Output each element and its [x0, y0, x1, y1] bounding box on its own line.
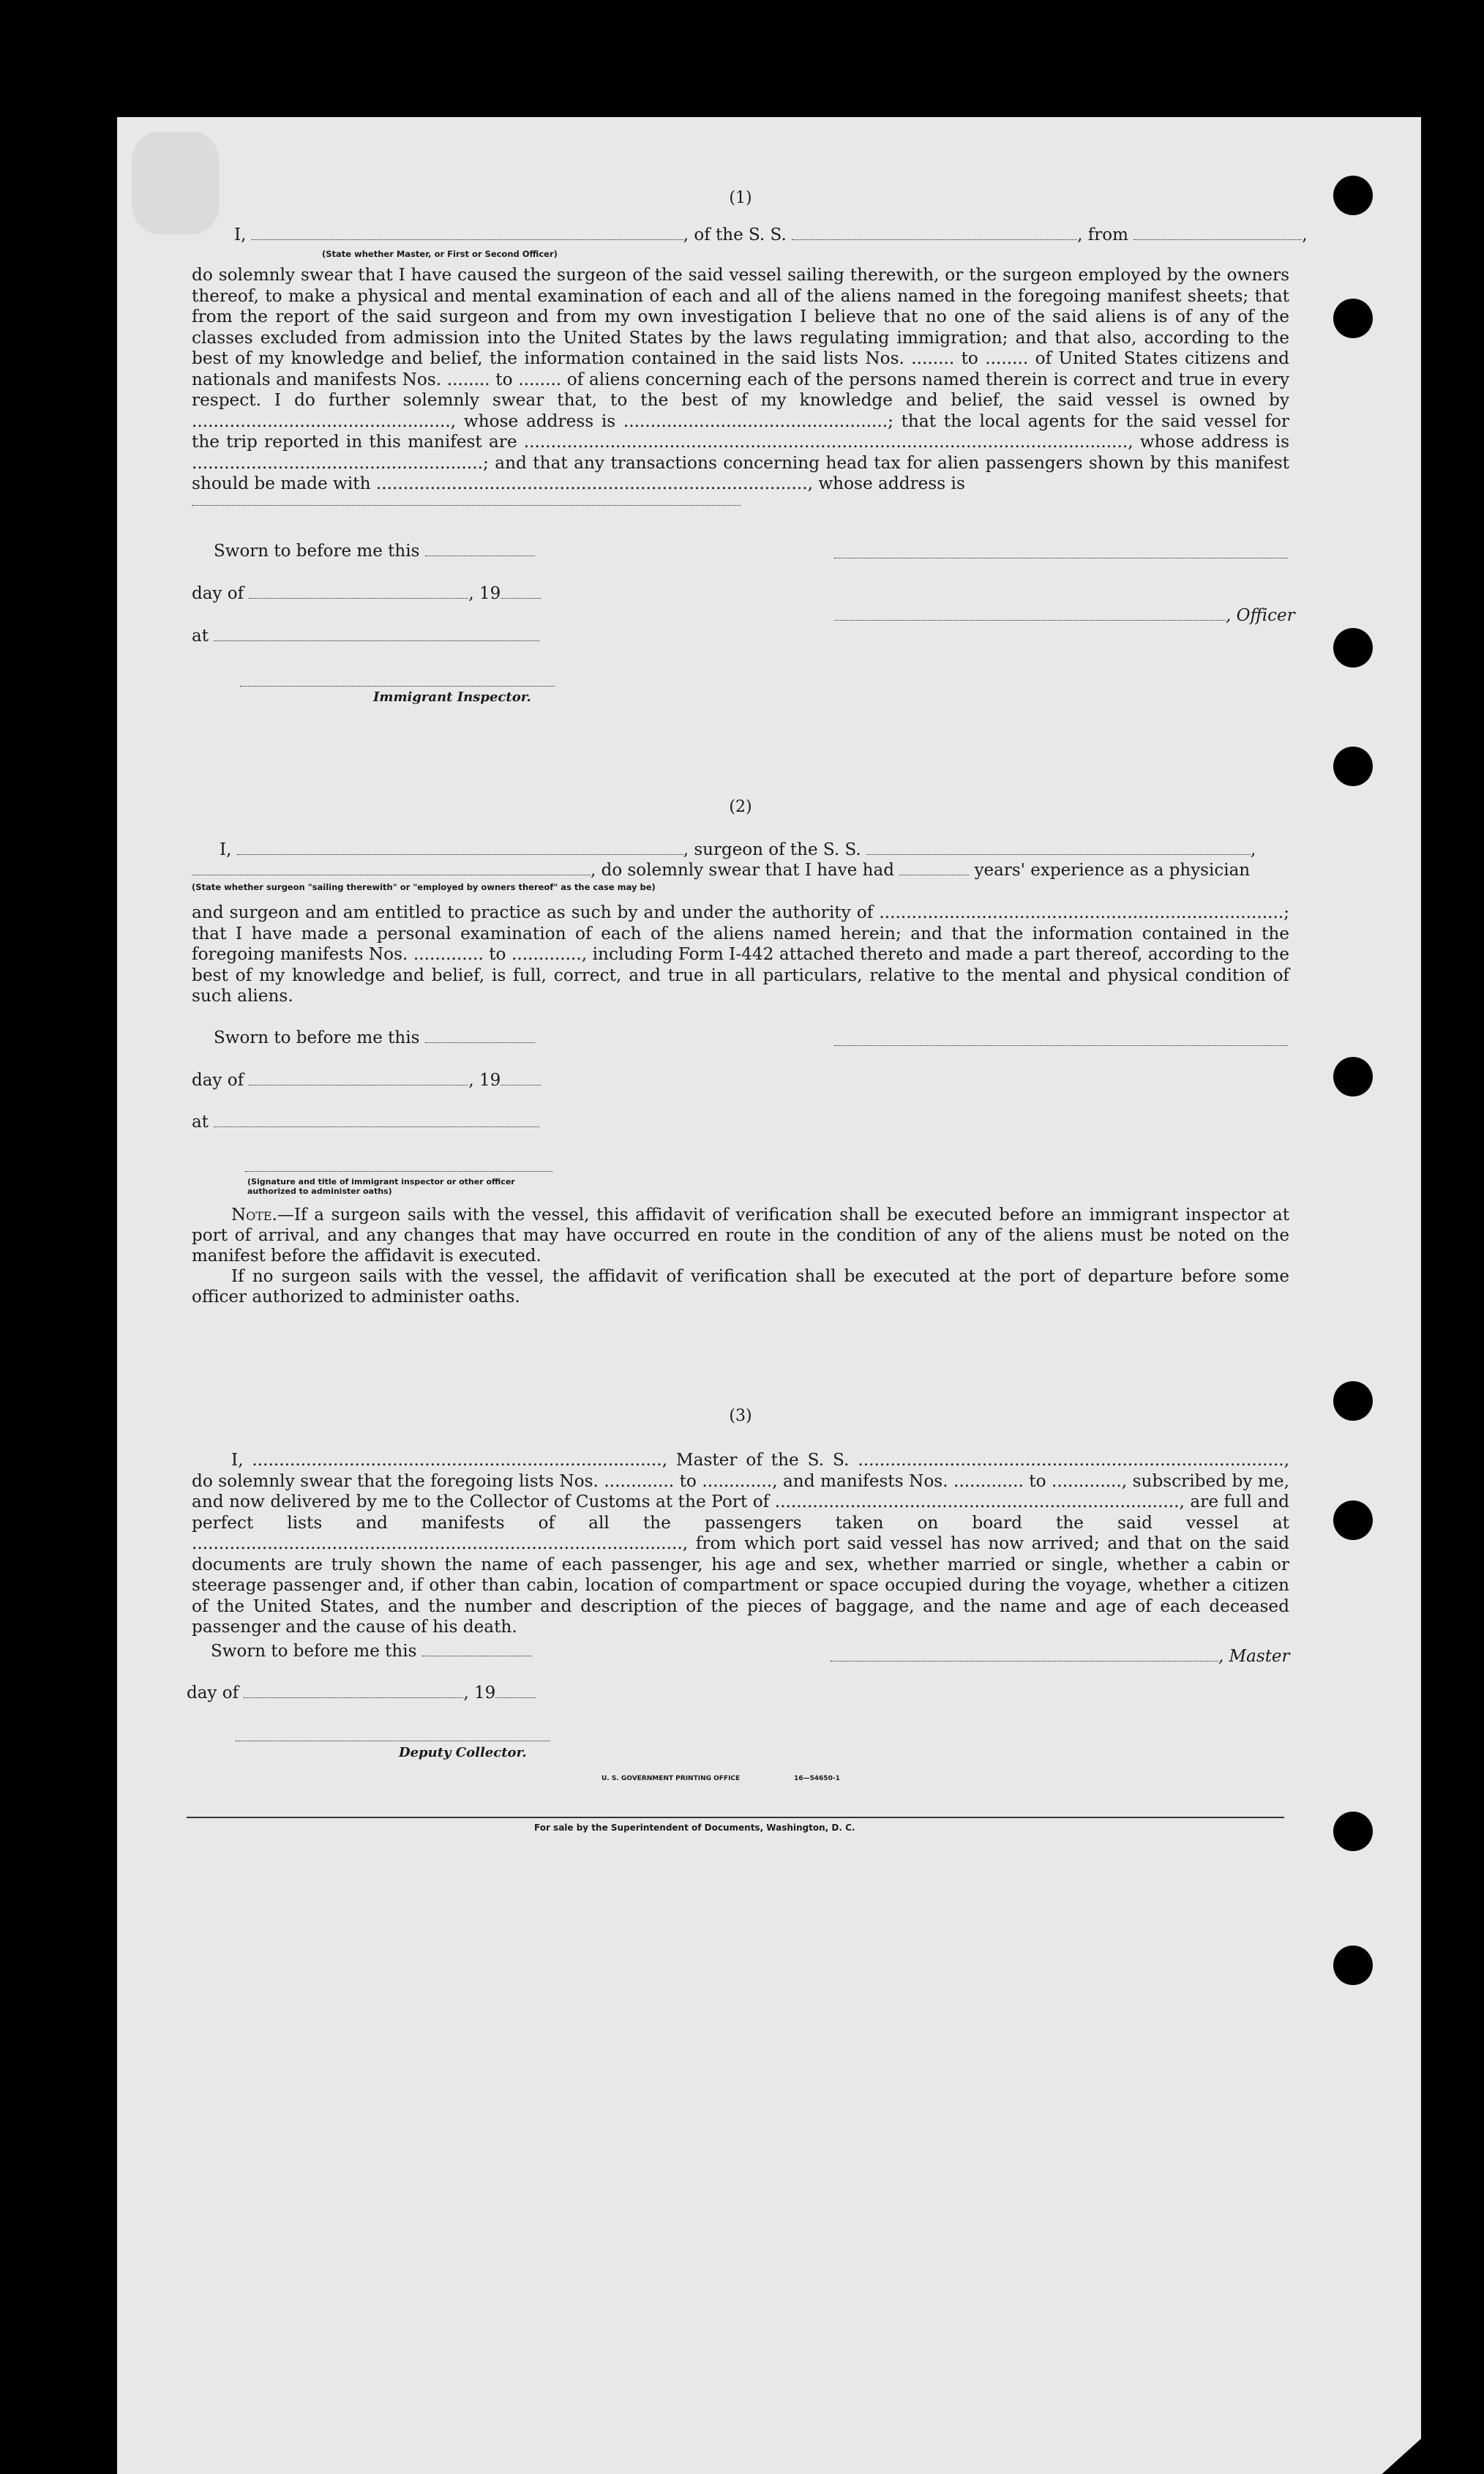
s2-note-text: —If a surgeon sails with the vessel, this affidavit of verification shall be executed before an immigrant inspector at port of arrival, and any changes that may have occurred en route in the condition of any of the aliens must be noted on the manifest before the affidavit is executed. — [192, 1206, 1289, 1266]
s2-sworn-row — [214, 1028, 535, 1047]
s1-year-blank — [501, 585, 541, 599]
section-3-oath-text: I, ............................................................................, Master of the S. S. ..............................................................................., do solemnly swear that the foregoing lists Nos. ............. to ............., and manifests Nos. ............. to ............., subscribed by me, and now delivered by me to the Collector of Customs at the Port of ..........................................................................., are full and perfect lists and manifests of all the passengers taken on board the said vessel at ..........................................................................................., from which port said vessel has now arrived; and that on the said documents are truly shown the name of each passenger, his age and sex, whether married or single, whether a cabin or steerage passenger and, if other than cabin, location of compartment or space occupied during the voyage, whether a citizen of the United States, and the number and description of the pieces of baggage, and the name and age of each deceased passenger and the cause of his death. — [192, 1450, 1289, 1637]
s3-master-caption: , Master — [1218, 1647, 1290, 1666]
section-1-number: (1) — [729, 189, 752, 207]
s2-year-blank — [501, 1072, 541, 1085]
s3-deputy-caption: Deputy Collector. — [399, 1745, 527, 1760]
s1-at-blank — [214, 627, 539, 641]
s1-at-row — [192, 627, 539, 646]
s1-from-label: , from — [1077, 225, 1128, 244]
punch-hole — [1333, 1812, 1373, 1851]
s2-day-label: day of — [192, 1071, 244, 1090]
punch-hole — [1333, 1946, 1373, 1985]
s3-sworn-date-blank — [422, 1643, 532, 1656]
section-2-second-line — [192, 861, 1250, 880]
s2-note-second-paragraph: If no surgeon sails with the vessel, the affidavit of verification shall be executed at the port of departure before some officer authorized to administer oaths. — [192, 1267, 1289, 1307]
s1-day-label: day of — [192, 584, 244, 603]
footer-form-number: 16—54650-1 — [794, 1775, 840, 1782]
section-1-oath-text: do solemnly swear that I have caused the surgeon of the said vessel sailing therewith, or the surgeon employed by the owners thereof, to make a physical and mental examination of each and all of the aliens named in the foregoing manifest sheets; that from the report of the said surgeon and from my own investigation I believe that no one of the said aliens is of any of the classes excluded from admission into the United States by the laws regulating immigration; and that also, according to the best of my knowledge and belief, the information contained in the said lists Nos. ........ to ........ of United States citizens and nationals and manifests Nos. ........ to ........ of aliens concerning each of the persons named therein is correct and true in every respect. I do further solemnly swear that, to the best of my knowledge and belief, the said vessel is owned by ................................................, whose address is .................................................; that the local agents for the said vessel for the trip reported in this manifest are ................................................................................................................, whose address is ......................................................; and that any transactions concerning head tax for alien passengers shown by this manifest should be made with ................................................................................, whose address is — [192, 265, 1289, 493]
punch-hole — [1333, 176, 1373, 215]
s3-year-label: , 19 — [463, 1683, 496, 1703]
s2-note-label: Note. — [231, 1206, 277, 1225]
s1-officer-name-blank — [252, 226, 683, 240]
s2-year-label: , 19 — [468, 1071, 501, 1090]
section-2-number: (2) — [729, 798, 752, 816]
s2-at-row — [192, 1113, 539, 1132]
s1-ship-name-blank — [792, 226, 1077, 240]
s3-master-signature-blank — [831, 1648, 1218, 1662]
footer-sale-notice: For sale by the Superintendent of Documents, Washington, D. C. — [534, 1823, 855, 1833]
s2-inspector-signature-line — [245, 1171, 552, 1172]
s3-day-label: day of — [187, 1683, 239, 1703]
s2-at-blank — [214, 1113, 539, 1127]
s3-sworn-label: Sworn to before me this — [211, 1642, 417, 1661]
section-2-oath-text: and surgeon and am entitled to practice as such by and under the authority of ...........................................................................; that I have made a personal examination of each of the aliens named herein; and that the information contained in the foregoing manifests Nos. ............. to ............., including Form I-442 attached thereto and made a part thereof, according to the best of my knowledge and belief, is full, correct, and true in all particulars, relative to the mental and physical condition of such aliens. — [192, 902, 1289, 1006]
s2-capacity-blank — [192, 862, 591, 875]
s1-i-label: I, — [234, 225, 247, 244]
s2-signature-caption: (Signature and title of immigrant inspector or other officer authorized to administer oaths) — [247, 1177, 515, 1196]
s1-day-blank — [249, 585, 468, 599]
s1-inspector-caption: Immigrant Inspector. — [373, 689, 531, 705]
s2-capacity-hint: (State whether surgeon "sailing therewith" or "employed by owners thereof" as the case may be) — [192, 882, 656, 892]
punch-hole — [1333, 1501, 1373, 1540]
faded-stamp-area — [132, 132, 220, 234]
s1-officer-hint: (State whether Master, or First or Second Officer) — [322, 249, 558, 259]
s1-officer-caption: , Officer — [1226, 606, 1295, 625]
s2-sworn-label: Sworn to before me this — [214, 1028, 420, 1047]
s1-sworn-label: Sworn to before me this — [214, 542, 420, 561]
s1-day-row — [192, 584, 541, 603]
s1-address-continuation-blank — [192, 505, 741, 506]
punch-hole — [1333, 747, 1373, 786]
punch-hole — [1333, 1381, 1373, 1421]
s3-day-blank — [244, 1684, 463, 1698]
s1-inspector-signature-line — [240, 686, 555, 687]
punch-hole — [1333, 628, 1373, 668]
s2-surgeon-signature-line — [834, 1045, 1288, 1046]
section-3-number: (3) — [729, 1407, 752, 1425]
s1-sworn-row — [214, 542, 535, 561]
s2-i-label: I, — [220, 840, 232, 859]
footer-rule — [187, 1817, 1284, 1818]
s2-ship-name-blank — [866, 841, 1251, 855]
s1-officer-signature-blank — [834, 607, 1226, 621]
s3-year-blank — [495, 1684, 536, 1698]
s1-sworn-date-blank — [425, 542, 535, 556]
s2-solemnly-label: , do solemnly swear that I have had — [591, 861, 894, 880]
s3-sworn-row — [211, 1642, 532, 1661]
s1-comma: , — [1302, 225, 1308, 244]
s1-officer-row — [834, 606, 1295, 625]
footer-gpo: U. S. GOVERNMENT PRINTING OFFICE — [602, 1775, 741, 1782]
section-2-first-line — [220, 840, 1256, 859]
section-1-first-line — [234, 225, 1308, 244]
s1-at-label: at — [192, 627, 209, 646]
s2-years-blank — [899, 862, 969, 875]
s1-ss-label: , of the S. S. — [683, 225, 787, 244]
punch-hole — [1333, 1057, 1373, 1096]
s3-day-row — [187, 1683, 536, 1703]
s2-day-row — [192, 1071, 541, 1090]
s2-ss-label: , surgeon of the S. S. — [683, 840, 861, 859]
s2-sworn-date-blank — [425, 1029, 535, 1043]
s2-years-label: years' experience as a physician — [974, 861, 1251, 880]
s2-day-blank — [249, 1072, 468, 1085]
s2-note-paragraph — [192, 1205, 1289, 1266]
s2-surgeon-name-blank — [237, 841, 683, 855]
s1-year-label: , 19 — [468, 584, 501, 603]
s1-from-blank — [1133, 226, 1302, 240]
s3-master-row — [831, 1647, 1290, 1666]
s2-at-label: at — [192, 1113, 209, 1132]
s2-comma: , — [1251, 840, 1256, 859]
punch-hole — [1333, 299, 1373, 338]
